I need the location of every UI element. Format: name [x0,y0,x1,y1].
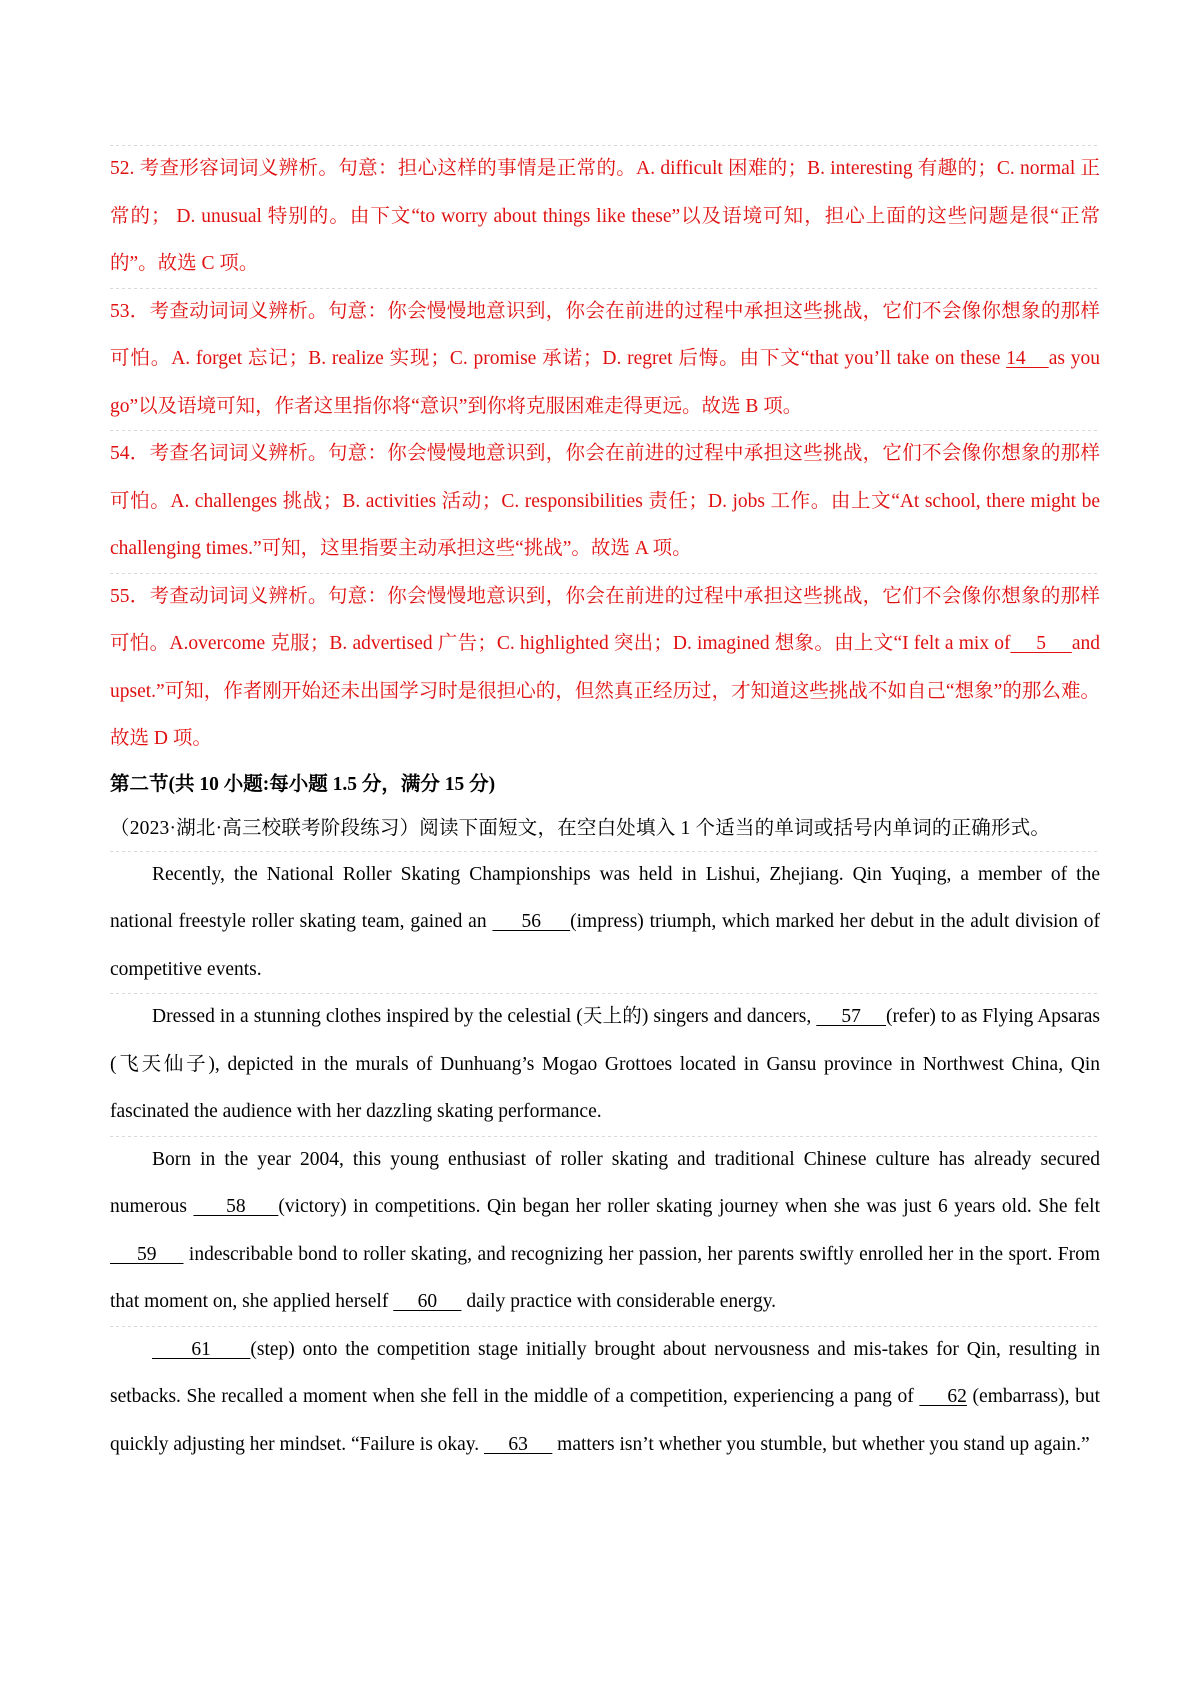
answer-54-text: 54．考查名词词义辨析。句意：你会慢慢地意识到，你会在前进的过程中承担这些挑战，它们不会像你想象的那样可怕。A. challenges 挑战；B. activities 活动；C. responsibilities 责任；D. jobs 工作。由上文“At school, there might be challenging times.”可知，这里指要主动承担这些“挑战”。故选 A 项。 [110,443,1100,559]
p4-text-a: (step) onto the competition stage initially brought about nervousness and mis-takes for Qin, resulting in setbacks. She recalled a moment when she fell in the middle of a competition, experiencing a pang of [110,1338,1101,1407]
p3-text-a: Born in the year 2004, this young enthusiast of roller skating and traditional Chinese culture has already secured numerous [110,1148,1100,1217]
p1-text-a: Recently, the National Roller Skating Championships was held in Lishui, Zhejiang. Qin Yuqing, a member of the national freestyle roller skating team, gained an [110,863,1100,932]
blank-59: 59 [110,1243,184,1265]
section-heading: 第二节(共 10 小题:每小题 1.5 分，满分 15 分) [110,773,496,795]
answer-55-blank: 5 [1010,633,1072,654]
p2-text-a: Dressed in a stunning clothes inspired by the celestial (天上的) singers and dancers, [152,1006,817,1027]
blank-61: 61 [152,1338,251,1360]
answer-55-text-before: 55．考查动词词义辨析。句意：你会慢慢地意识到，你会在前进的过程中承担这些挑战，它们不会像你想象的那样可怕。A.overcome 克服；B. advertised 广告；C. highlighted 突出；D. imagined 想象。由上文“I felt a mix of [110,585,1100,654]
exercise-source-line: （2023·湖北·高三校联考阶段练习）阅读下面短文，在空白处填入 1 个适当的单词或括号内单词的正确形式。 [110,817,1051,839]
answer-explanation-55 [110,573,1100,763]
blank-60: 60 [393,1291,462,1312]
answer-explanation-52 [110,145,1100,288]
passage-paragraph-4 [110,1326,1100,1469]
answer-52-text: 52. 考查形容词词义辨析。句意：担心这样的事情是正常的。A. difficult 困难的；B. interesting 有趣的；C. normal 正常的； D. unusual 特别的。由下文“to worry about things like these”以及语境可知，担心上面的这些问题是很“正常的”。故选 C 项。 [110,158,1100,274]
answer-55-text-after: and upset.”可知，作者刚开始还未出国学习时是很担心的，但然真正经历过，才知道这些挑战不如自己“想象”的那么难。故选 D 项。 [110,633,1100,749]
p3-text-d: indescribable bond to roller skating, and recognizing her passion, her parents swiftly enrolled her in the sport. From that moment on, she applied herself [110,1243,1100,1312]
passage-paragraph-3 [110,1136,1100,1326]
passage-paragraph-1 [110,851,1100,994]
blank-58: 58 [193,1196,279,1217]
p3-text-c: (victory) in competitions. Qin began her roller skating journey when she was just 6 years old. She felt [278,1196,1101,1217]
answer-53-blank: 14 [1006,348,1049,369]
blank-56: 56 [492,911,571,932]
p1-text-c: (impress) triumph, which marked her debut in the adult division of competitive events. [110,911,1101,980]
p3-text-e: daily practice with considerable energy. [461,1291,777,1312]
p2-text-c: (refer) to as Flying Apsaras (飞天仙子), depicted in the murals of Dunhuang’s Mogao Grottoes located in Gansu province in Northwest China, Qin fascinated the audience with her dazzling skating performance. [110,1006,1101,1122]
answer-53-text-before: 53．考查动词词义辨析。句意：你会慢慢地意识到，你会在前进的过程中承担这些挑战，它们不会像你想象的那样可怕。A. forget 忘记；B. realize 实现；C. promise 承诺；D. regret 后悔。由下文“that you’ll take on these [110,300,1100,369]
p4-text-c: (embarrass), but quickly adjusting her mindset. “Failure is okay. [110,1386,1100,1455]
p4-text-d: matters isn’t whether you stumble, but whether you stand up again.” [552,1433,1090,1455]
passage-paragraph-2 [110,993,1100,1136]
answer-53-text-after: as you go”以及语境可知，作者这里指你将“意识”到你将克服困难走得更远。故选 B 项。 [110,348,1100,417]
answer-explanation-54 [110,430,1100,573]
blank-57: 57 [816,1006,887,1027]
answer-explanation-53 [110,288,1100,431]
document-page [110,145,1100,1468]
blank-62: 62 [919,1386,967,1407]
blank-63: 63 [484,1433,553,1455]
